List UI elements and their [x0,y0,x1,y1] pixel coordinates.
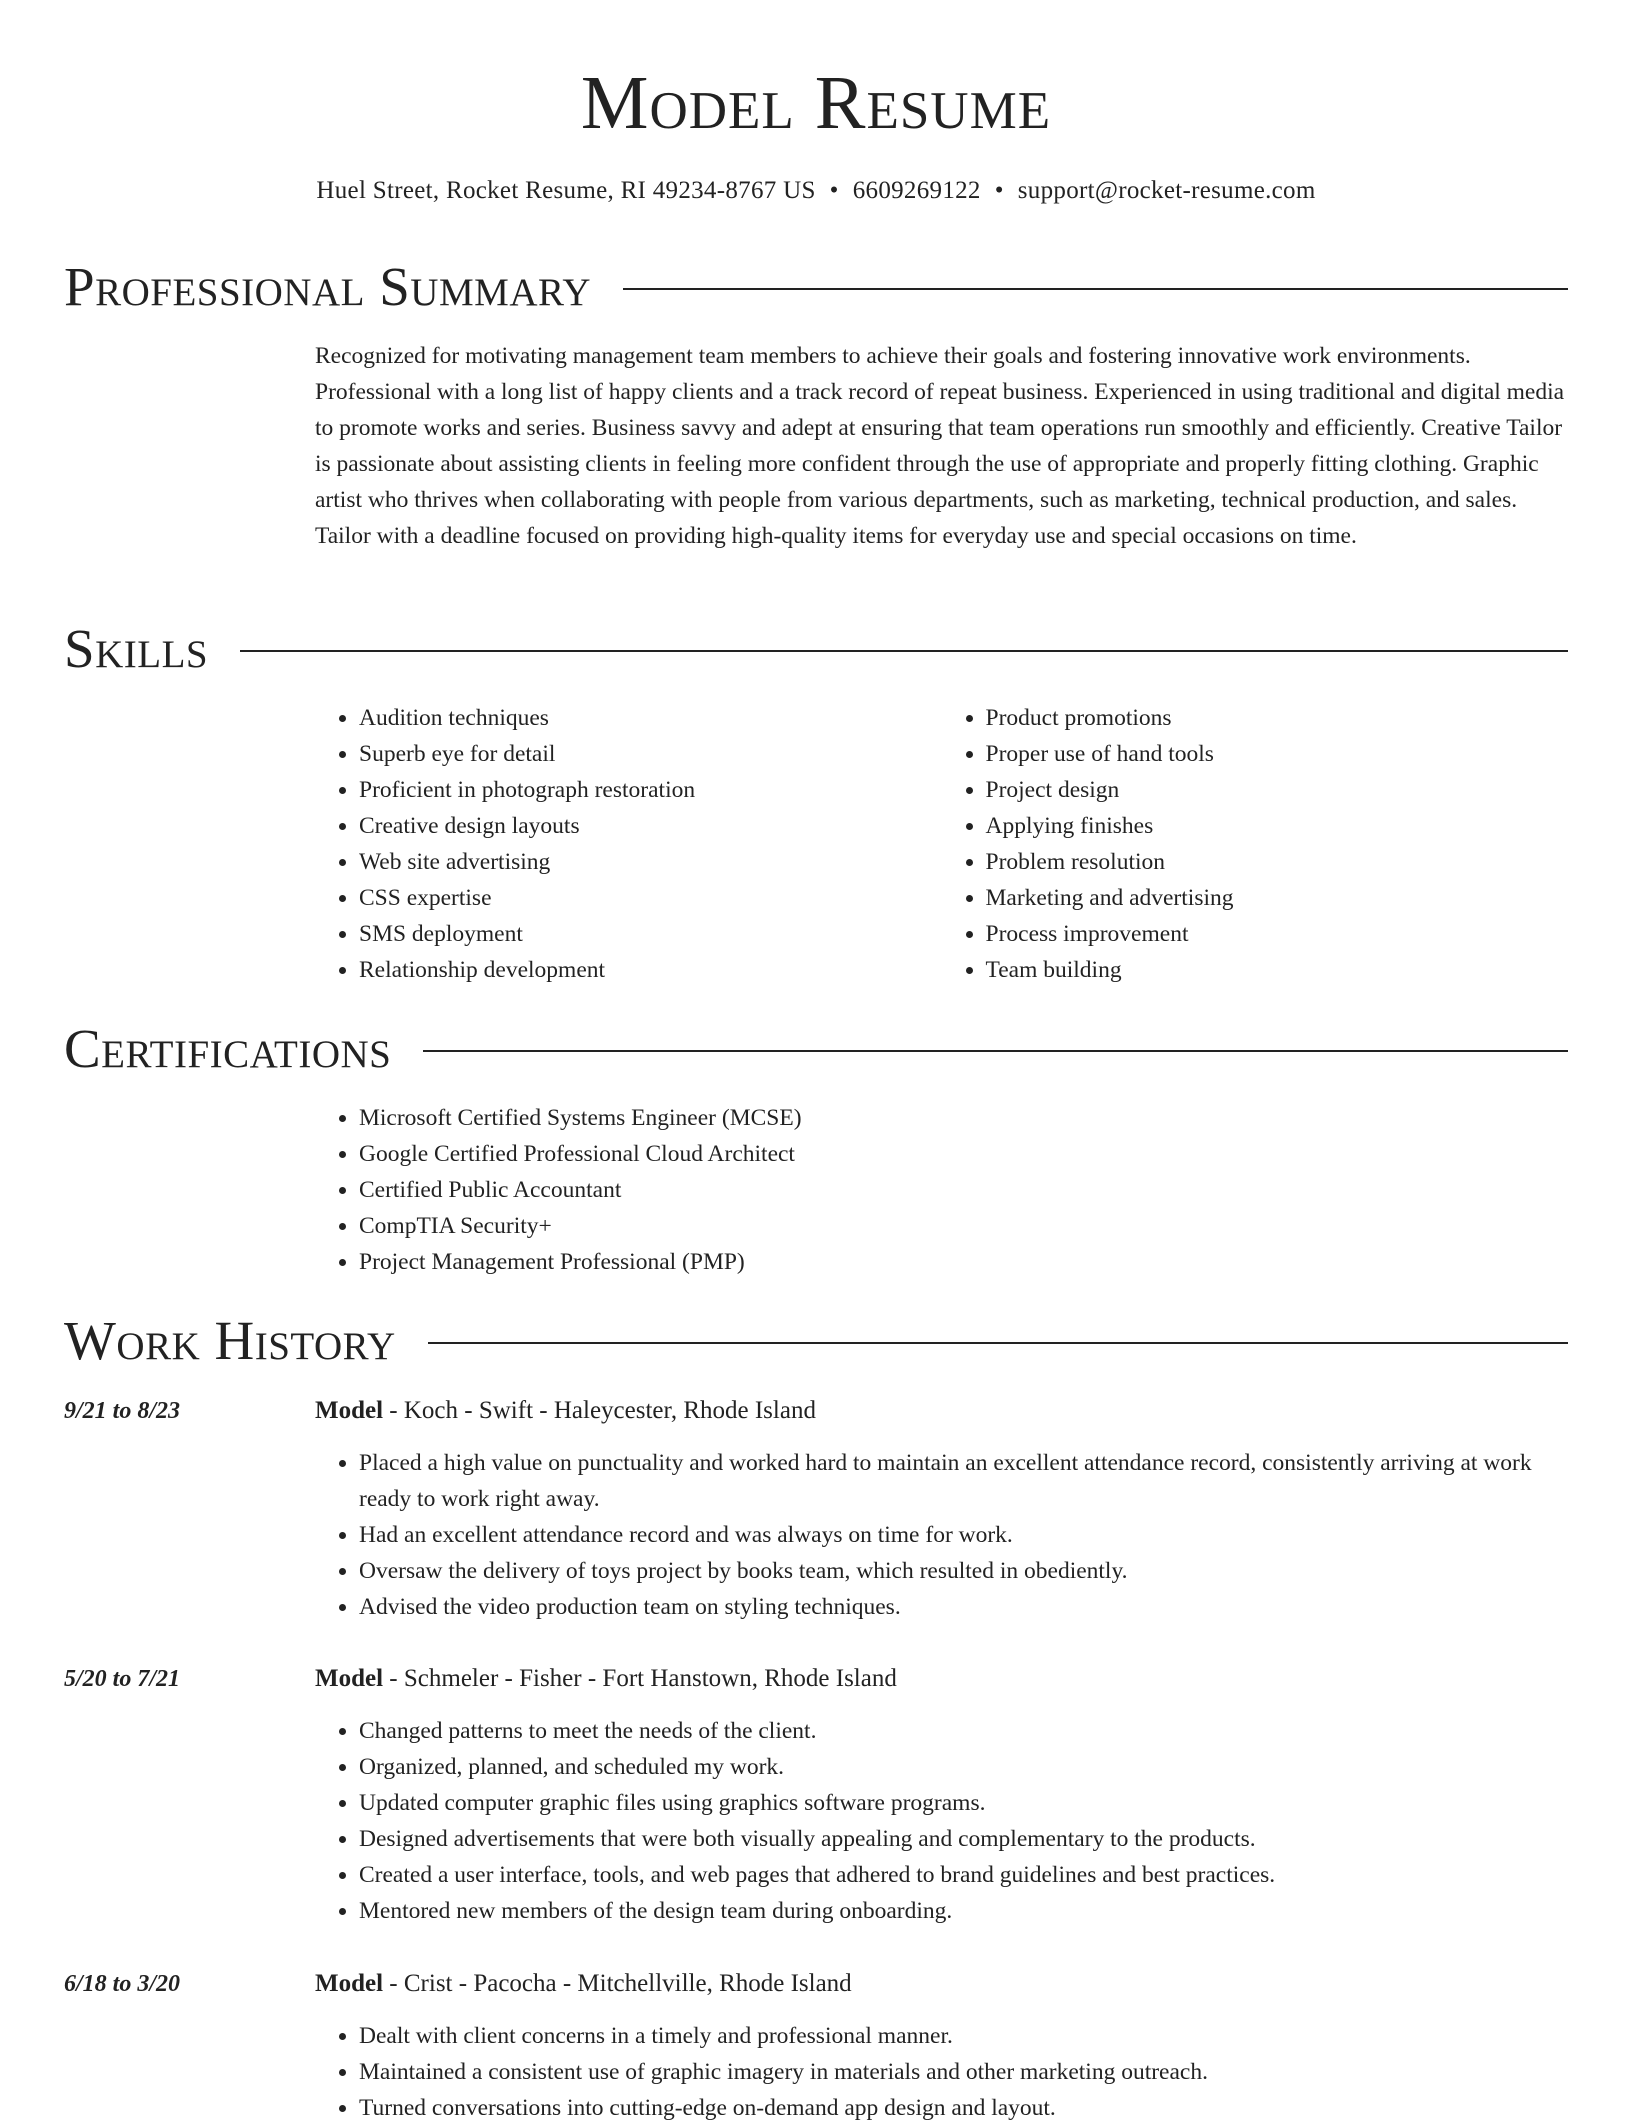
job-employer: - Koch - Swift - Haleycester, Rhode Island [383,1397,816,1424]
duty-item: • Updated computer graphic files using graphics software programs. [359,1785,1568,1821]
skill-item: • CSS expertise [359,880,942,916]
skills-column-right [942,700,1569,988]
contact-address: Huel Street, Rocket Resume, RI 49234-8767 US [316,177,816,204]
contact-separator: • [994,177,1004,204]
duty-item: • Designed advertisements that were both visually appealing and complementary to the products. [359,1821,1568,1857]
certifications-list [315,1100,1568,1280]
skill-item: • Process improvement [986,916,1569,952]
skill-item: • Web site advertising [359,844,942,880]
job-dates: 9/21 to 8/23 [64,1398,181,1424]
job-dates: 5/20 to 7/21 [64,1666,181,1692]
duty-item: • Created a user interface, tools, and web pages that adhered to brand guidelines and best practices. [359,1857,1568,1893]
job-duties [315,1713,1568,1929]
job-duties [315,2018,1568,2126]
section-divider [240,650,1568,652]
skill-item: • Relationship development [359,952,942,988]
duty-item: • Changed patterns to meet the needs of the client. [359,1713,1568,1749]
certification-item: • Project Management Professional (PMP) [359,1244,1568,1280]
section-divider [428,1342,1568,1344]
skill-item: • Applying finishes [986,808,1569,844]
certification-item: • Certified Public Accountant [359,1172,1568,1208]
skills-list [315,700,1568,988]
skills-column-left [315,700,942,988]
job-title: Model [315,1665,384,1692]
job-title-line [315,1661,897,1697]
job-employer: - Schmeler - Fisher - Fort Hanstown, Rhode Island [383,1665,897,1692]
job-duties [315,1445,1568,1625]
skill-item: • SMS deployment [359,916,942,952]
duty-item: • Advised the video production team on styling techniques. [359,1589,1568,1625]
duty-item: • Had an excellent attendance record and was always on time for work. [359,1517,1568,1553]
job-dates: 6/18 to 3/20 [64,1971,181,1997]
certifications-section-header [64,1016,1568,1082]
skill-item: • Project design [986,772,1569,808]
duty-item: • Oversaw the delivery of toys project by books team, which resulted in obediently. [359,1553,1568,1589]
skill-item: • Audition techniques [359,700,942,736]
duty-item: • Mentored new members of the design team during onboarding. [359,1893,1568,1929]
skill-item: • Proficient in photograph restoration [359,772,942,808]
job-title: Model [315,1970,384,1997]
duty-item: • Turned conversations into cutting-edge on-demand app design and layout. [359,2090,1568,2126]
section-divider [423,1050,1568,1052]
job-title-line [315,1966,852,2002]
contact-line [0,174,1632,208]
job-title-line [315,1393,816,1429]
certification-item: • Microsoft Certified Systems Engineer (MCSE) [359,1100,1568,1136]
skills-section-header [64,616,1568,682]
skill-item: • Proper use of hand tools [986,736,1569,772]
summary-heading: Professional Summary [64,256,592,317]
contact-separator: • [829,177,839,204]
work-history-section-header [64,1308,1568,1374]
work-history-heading: Work History [64,1310,396,1371]
duty-item: • Placed a high value on punctuality and worked hard to maintain an excellent attendance record, consistently arriving at work ready to work right away. [359,1445,1568,1517]
section-divider [623,288,1568,290]
skill-item: • Creative design layouts [359,808,942,844]
duty-item: • Dealt with client concerns in a timely and professional manner. [359,2018,1568,2054]
duty-item: • Maintained a consistent use of graphic imagery in materials and other marketing outreach. [359,2054,1568,2090]
job-employer: - Crist - Pacocha - Mitchellville, Rhode Island [383,1970,852,1997]
skills-heading: Skills [64,618,209,679]
job-title: Model [315,1397,384,1424]
resume-name: Model Resume [580,61,1052,145]
skill-item: • Team building [986,952,1569,988]
duty-item: • Organized, planned, and scheduled my work. [359,1749,1568,1785]
summary-text: Recognized for motivating management team members to achieve their goals and fostering innovative work environments. Professional with a long list of happy clients and a track record of repeat business. Experienced in using traditional and digital media to promote works and series. Business savvy and adept at ensuring that team operations run smoothly and efficiently. Creative Tailor is passionate about assisting clients in feeling more confident through the use of appropriate and properly fitting clothing. Graphic artist who thrives when collaborating with people from various departments, such as marketing, technical production, and sales. Tailor with a deadline focused on providing high-quality items for everyday use and special occasions on time. [315,343,1565,549]
skill-item: • Product promotions [986,700,1569,736]
certifications-heading: Certifications [64,1018,392,1079]
contact-phone: 6609269122 [852,177,981,204]
skill-item: • Superb eye for detail [359,736,942,772]
certification-item: • CompTIA Security+ [359,1208,1568,1244]
certification-item: • Google Certified Professional Cloud Architect [359,1136,1568,1172]
skill-item: • Problem resolution [986,844,1569,880]
summary-section-header [64,254,1568,320]
skill-item: • Marketing and advertising [986,880,1569,916]
contact-email: support@rocket-resume.com [1017,177,1316,204]
